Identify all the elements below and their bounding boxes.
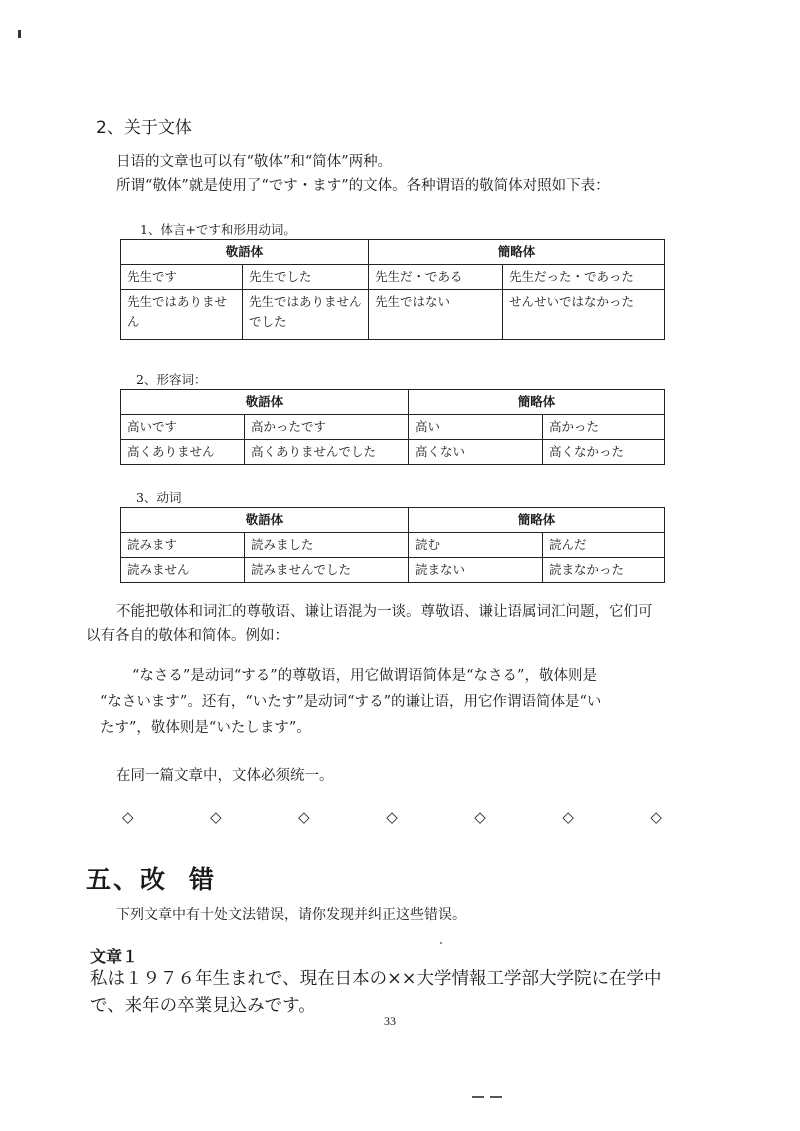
- table-row: [121, 440, 665, 465]
- table-row: [121, 558, 665, 583]
- table-row: [121, 415, 665, 440]
- table-cell: 高かった: [543, 415, 665, 440]
- table-header-cell: 簡略体: [409, 390, 665, 415]
- table-cell: 先生だった・であった: [503, 265, 665, 290]
- exercise-title: [86, 860, 216, 896]
- exercise-instruction: 下列文章中有十处文法错误，请你发现并纠正这些错误。: [116, 907, 466, 923]
- scan-mark: [490, 1096, 502, 1098]
- page-number: 33: [384, 1014, 396, 1028]
- table-cell: 高い: [409, 415, 543, 440]
- table-header-cell: 敬語体: [121, 240, 369, 265]
- article-body: [90, 966, 661, 1020]
- table-cell: 先生ではない: [369, 290, 503, 340]
- table-row: [121, 533, 665, 558]
- article-title: 文章１: [90, 947, 139, 966]
- table-cell: 高かったです: [245, 415, 409, 440]
- table2: [120, 389, 665, 465]
- table2-caption: 2、形容词：: [136, 372, 207, 387]
- divider-diamonds: [122, 808, 662, 826]
- exercise-title-part-2: 错: [189, 865, 217, 894]
- table-cell: 読みました: [245, 533, 409, 558]
- table-cell: 先生だ・である: [369, 265, 503, 290]
- table-cell: 先生です: [121, 265, 243, 290]
- table1-caption: 1、体言+です和形用动词。: [140, 222, 296, 237]
- table-row: [121, 390, 665, 415]
- note-p2-line-3: たす”，敬体则是“いたします”。: [100, 720, 311, 736]
- table-row: [121, 508, 665, 533]
- exercise-title-part-1: 五、改: [86, 865, 168, 894]
- table-cell: 高いです: [121, 415, 245, 440]
- note-p1-line-2: 以有各自的敬体和简体。例如：: [86, 628, 289, 644]
- table-cell: 読んだ: [543, 533, 665, 558]
- section-heading: 2、关于文体: [96, 118, 192, 138]
- note-p2-line-1: “なさる”是动词“する”的尊敬语，用它做谓语简体是“なさる”，敬体则是: [132, 668, 597, 684]
- table-cell: 高くありません: [121, 440, 245, 465]
- note-p2-line-2: “なさいます”。还有，“いたす”是动词“する”的谦让语，用它作谓语简体是“い: [100, 694, 602, 710]
- table-cell: 読みます: [121, 533, 245, 558]
- table-cell: 読みません: [121, 558, 245, 583]
- table1: [120, 239, 665, 340]
- table-cell: 先生ではありませんでした: [243, 290, 369, 340]
- table-cell: 高くない: [409, 440, 543, 465]
- diamond-icon: ◇: [474, 808, 486, 826]
- diamond-icon: ◇: [562, 808, 574, 826]
- table-cell: 先生でした: [243, 265, 369, 290]
- diamond-icon: ◇: [210, 808, 222, 826]
- table-row: [121, 290, 665, 340]
- table3-caption: 3、动词: [136, 490, 182, 505]
- table-header-cell: 簡略体: [369, 240, 665, 265]
- intro-line-2: 所谓“敬体”就是使用了“です・ます”的文体。各种谓语的敬简体对照如下表：: [116, 178, 610, 194]
- note-p3: 在同一篇文章中，文体必须统一。: [116, 768, 334, 784]
- diamond-icon: ◇: [650, 808, 662, 826]
- table-cell: 読む: [409, 533, 543, 558]
- table-row: [121, 265, 665, 290]
- table-header-cell: 敬語体: [121, 508, 409, 533]
- note-p1-line-1: 不能把敬体和词汇的尊敬语、谦让语混为一谈。尊敬语、谦让语属词汇问题，它们可: [116, 604, 653, 620]
- table-cell: 先生ではありません: [121, 290, 243, 340]
- table-cell: 読まない: [409, 558, 543, 583]
- table-cell: 高くありませんでした: [245, 440, 409, 465]
- article-line-1: 私は１９７６年生まれで、現在日本の××大学情報工学部大学院に在学中: [90, 969, 662, 989]
- table3: [120, 507, 665, 583]
- table-cell: 読みませんでした: [245, 558, 409, 583]
- diamond-icon: ◇: [298, 808, 310, 826]
- article-line-2: で、来年の卒業見込みです。: [90, 996, 316, 1016]
- table-row: [121, 240, 665, 265]
- diamond-icon: ◇: [122, 808, 134, 826]
- table-cell: 読まなかった: [543, 558, 665, 583]
- table-header-cell: 敬語体: [121, 390, 409, 415]
- scan-mark: [472, 1096, 484, 1098]
- scan-dot: [440, 942, 442, 944]
- diamond-icon: ◇: [386, 808, 398, 826]
- table-cell: 高くなかった: [543, 440, 665, 465]
- table-cell: せんせいではなかった: [503, 290, 665, 340]
- scan-mark: [18, 30, 21, 38]
- table-header-cell: 簡略体: [409, 508, 665, 533]
- intro-line-1: 日语的文章也可以有“敬体”和“简体”两种。: [116, 154, 393, 170]
